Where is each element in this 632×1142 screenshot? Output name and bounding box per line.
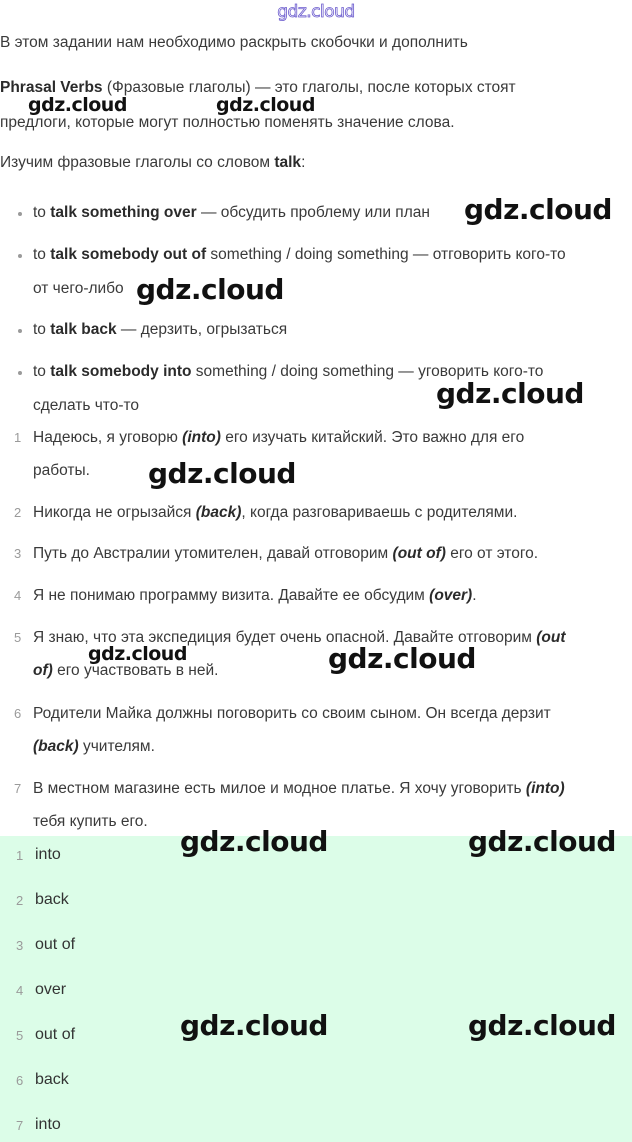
verb-item-2-cont: от чего-либо — [33, 280, 124, 297]
bullet-icon — [18, 212, 22, 216]
site-logo[interactable]: gdz.cloud — [277, 2, 355, 22]
sentence-7: В местном магазине есть милое и модное платье. Я хочу уговорить (into) — [33, 780, 565, 797]
study-heading: Изучим фразовые глаголы со словом talk: — [0, 154, 306, 171]
sentence-1-cont: работы. — [33, 462, 90, 479]
answer-number: 3 — [16, 938, 24, 953]
answer-number: 2 — [16, 893, 24, 908]
verb-item-3: to talk back — дерзить, огрызаться — [33, 321, 288, 338]
bullet-icon — [18, 254, 22, 258]
watermark: gdz.cloud — [464, 193, 612, 226]
definition-term: Phrasal Verbs — [0, 79, 103, 96]
answer-5: out of — [35, 1026, 76, 1043]
watermark: gdz.cloud — [88, 643, 187, 665]
answer-6: back — [35, 1071, 69, 1088]
sentence-number: 7 — [14, 781, 22, 796]
answer-number: 6 — [16, 1073, 24, 1088]
answer-number: 5 — [16, 1028, 24, 1043]
answer-4: over — [35, 981, 67, 998]
watermark: gdz.cloud — [436, 377, 584, 410]
answer-number: 1 — [16, 848, 24, 863]
answer-number: 7 — [16, 1118, 24, 1133]
answer-7: into — [35, 1116, 61, 1133]
bullet-icon — [18, 329, 22, 333]
sentence-5-cont: of) его участвовать в ней. — [33, 662, 219, 679]
sentence-number: 4 — [14, 588, 22, 603]
watermark: gdz.cloud — [28, 94, 127, 116]
sentence-number: 1 — [14, 430, 22, 445]
sentence-number: 5 — [14, 630, 22, 645]
sentence-6-cont: (back) учителям. — [33, 738, 155, 755]
sentence-2: Никогда не огрызайся (back), когда разговариваешь с родителями. — [33, 504, 518, 521]
answer-3: out of — [35, 936, 76, 953]
sentence-number: 6 — [14, 706, 22, 721]
watermark: gdz.cloud — [468, 1009, 616, 1042]
watermark: gdz.cloud — [180, 1009, 328, 1042]
sentence-7-cont: тебя купить его. — [33, 813, 148, 830]
watermark: gdz.cloud — [180, 825, 328, 858]
definition-line-2: предлоги, которые могут полностью поменять значение слова. — [0, 114, 455, 131]
answer-number: 4 — [16, 983, 24, 998]
answer-box — [0, 836, 632, 1142]
bullet-icon — [18, 371, 22, 375]
watermark: gdz.cloud — [216, 94, 315, 116]
verb-item-1: to talk something over — обсудить проблему или план — [33, 204, 430, 221]
intro-text: В этом задании нам необходимо раскрыть скобочки и дополнить — [0, 34, 468, 51]
answer-2: back — [35, 891, 69, 908]
watermark: gdz.cloud — [328, 642, 476, 675]
sentence-4: Я не понимаю программу визита. Давайте ее обсудим (over). — [33, 587, 477, 604]
verb-item-4: to talk somebody into something / doing something — уговорить кого-то — [33, 363, 544, 380]
sentence-number: 2 — [14, 505, 22, 520]
sentence-1: Надеюсь, я уговорю (into) его изучать китайский. Это важно для его — [33, 429, 525, 446]
definition-line-1: Phrasal Verbs (Фразовые глаголы) — это глаголы, после которых стоят — [0, 79, 516, 96]
sentence-5: Я знаю, что эта экспедиция будет очень опасной. Давайте отговорим (out — [33, 629, 566, 646]
verb-item-2: to talk somebody out of something / doing something — отговорить кого-то — [33, 246, 566, 263]
watermark: gdz.cloud — [148, 457, 296, 490]
watermark: gdz.cloud — [136, 273, 284, 306]
sentence-number: 3 — [14, 546, 22, 561]
answer-1: into — [35, 846, 61, 863]
verb-item-4-cont: сделать что-то — [33, 397, 140, 414]
sentence-6: Родители Майка должны поговорить со своим сыном. Он всегда дерзит — [33, 705, 551, 722]
watermark: gdz.cloud — [468, 825, 616, 858]
sentence-3: Путь до Австралии утомителен, давай отговорим (out of) его от этого. — [33, 545, 539, 562]
